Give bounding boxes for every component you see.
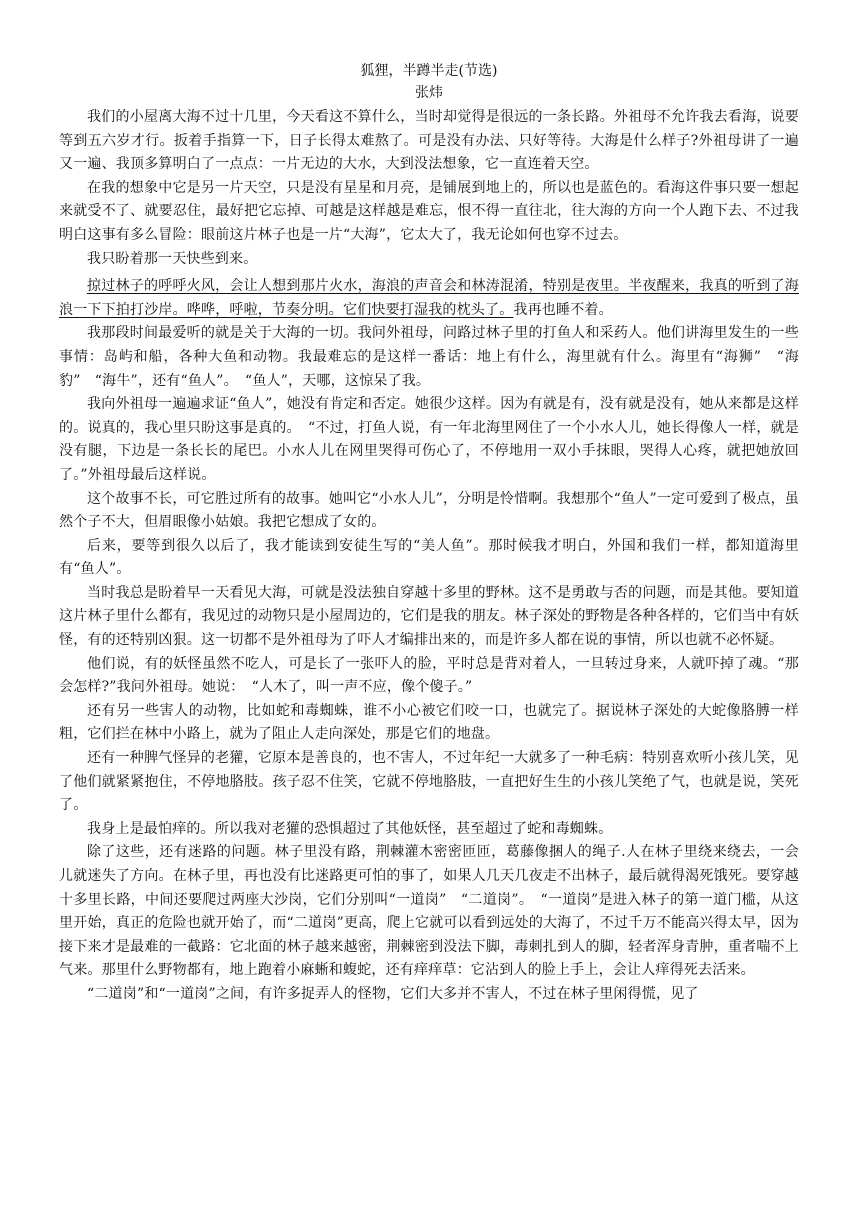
document-title: 狐狸，半蹲半走(节选) [360, 63, 498, 79]
paragraph-1: 我们的小屋离大海不过十几里，今天看这不算什么，当时却觉得是很远的一条长路。外祖母不允许我去看海，说要等到五六岁才行。扳着手指算一下，日子长得太难熬了。可是没有办法、只好等待。大海是什么样子?外祖母讲了一遍又一遍、我顶多算明白了一点点：一片无边的大水，大到没法想象，它一直连着天空。 [59, 109, 799, 173]
paragraph-2: 在我的想象中它是另一片天空，只是没有星星和月亮，是铺展到地上的，所以也是蓝色的。看海这件事只要一想起来就受不了、就要忍住，最好把它忘掉、可越是这样越是难忘，恨不得一直往北，往大海的方向一个人跑下去、不过我明白这事有多么冒险：眼前这片林子也是一片“大海”，它太大了，我无论如何也穿不过去。 [59, 179, 799, 243]
paragraph-14: “二道岗”和“一道岗”之间，有许多捉弄人的怪物，它们大多并不害人，不过在林子里闲得慌，见了 [87, 985, 699, 1002]
paragraph-underlined [59, 275, 799, 322]
paragraph-3: 我只盼着那一天快些到来。 [87, 250, 258, 267]
document-author: 张炜 [415, 85, 443, 101]
paragraph-8: 当时我总是盼着早一天看见大海，可就是没法独自穿越十多里的野林。这不是勇敢与否的问题，而是其他。要知道这片林子里什么都有，我见过的动物只是小屋周边的，它们是我的朋友。林子深处的野物是各种各样的，它们当中有妖怪，有的还特别凶狠。这一切都不是外祖母为了吓人才编排出来的，而是许多人都在说的事情，所以也就不必怀疑。 [59, 584, 799, 649]
document-page [59, 60, 799, 1007]
paragraph-12: 我身上是最怕痒的。所以我对老獾的恐惧超过了其他妖怪，甚至超过了蛇和毒蜘蛛。 [87, 820, 613, 837]
underlined-paragraph-tail: 我再也睡不着。 [513, 301, 613, 318]
paragraph-9: 他们说，有的妖怪虽然不吃人，可是长了一张吓人的脸，平时总是背对着人，一旦转过身来，人就吓掉了魂。“那会怎样?”我问外祖母。她说： “人木了，叫一声不应，像个傻子。” [59, 655, 799, 696]
paragraph-11: 还有一种脾气怪异的老獾，它原本是善良的，也不害人，不过年纪一大就多了一种毛病：特别喜欢听小孩儿笑，见了他们就紧紧抱住，不停地胳肢。孩子忍不住笑，它就不停地胳肢，一直把好生生的小孩儿笑绝了气，也就是说，笑死了。 [59, 750, 799, 814]
paragraph-13: 除了这些，还有迷路的问题。林子里没有路，荆棘灌木密密匝匝，葛藤像捆人的绳子.人在林子里绕来绕去，一会儿就迷失了方向。在林子里，再也没有比迷路更可怕的事了，如果人几天几夜走不出林子，最后就得渴死饿死。要穿越十多里长路，中间还要爬过两座大沙岗，它们分别叫“一道岗” “二道岗”。 “一道岗”是进入林子的第一道门槛，从这里开始，真正的危险也就开始了，而“二道岗”更高，爬上它就可以看到远处的大海了，不过千万不能高兴得太早，因为接下来才是最难的一截路：它北面的林子越来越密，荆棘密到没法下脚，毒刺扎到人的脚，轻者浑身青肿，重者喘不上气来。那里什么野物都有，地上跑着小麻蜥和蝮蛇，还有痒痒草：它沾到人的脸上手上，会让人痒得死去活来。 [59, 844, 799, 979]
underlined-text: 掠过林子的呼呼火风，会让人想到那片火水，海浪的声音会和林涛混淆，特别是夜里。半夜醒来，我真的听到了海浪一下下拍打沙岸。哗哗，呼啦，节奏分明。它们快要打湿我的枕头了。 [59, 278, 799, 318]
paragraph-4: 我那段时间最爱听的就是关于大海的一切。我问外祖母，问路过林子里的打鱼人和采药人。他们讲海里发生的一些事情：岛屿和船，各种大鱼和动物。我最难忘的是这样一番话：地上有什么，海里就有什么。海里有“海狮” “海豹” “海牛”，还有“鱼人”。 “鱼人”，天哪，这惊呆了我。 [59, 325, 799, 389]
paragraph-7: 后来，要等到很久以后了，我才能读到安徒生写的“美人鱼”。那时候我才明白，外国和我们一样，都知道海里有“鱼人”。 [59, 537, 799, 578]
paragraph-10: 还有另一些害人的动物，比如蛇和毒蜘蛛，谁不小心被它们咬一口，也就完了。据说林子深处的大蛇像胳膊一样粗，它们拦在林中小路上，就为了阻止人走向深处，那是它们的地盘。 [59, 702, 799, 743]
paragraph-5: 我向外祖母一遍遍求证“鱼人”，她没有肯定和否定。她很少这样。因为有就是有，没有就是没有，她从来都是这样的。说真的，我心里只盼这事是真的。 “不过，打鱼人说，有一年北海里网住了一个小水人儿，她长得像人一样，就是没有腿，下边是一条长长的尾巴。小水人儿在网里哭得可伤心了，不停地用一双小手抹眼，哭得人心疼，就把她放回了。”外祖母最后这样说。 [59, 396, 799, 483]
paragraph-6: 这个故事不长，可它胜过所有的故事。她叫它“小水人儿”，分明是怜惜啊。我想那个“鱼人”一定可爱到了极点，虽然个子不大，但眉眼像小姑娘。我把它想成了女的。 [59, 490, 799, 531]
